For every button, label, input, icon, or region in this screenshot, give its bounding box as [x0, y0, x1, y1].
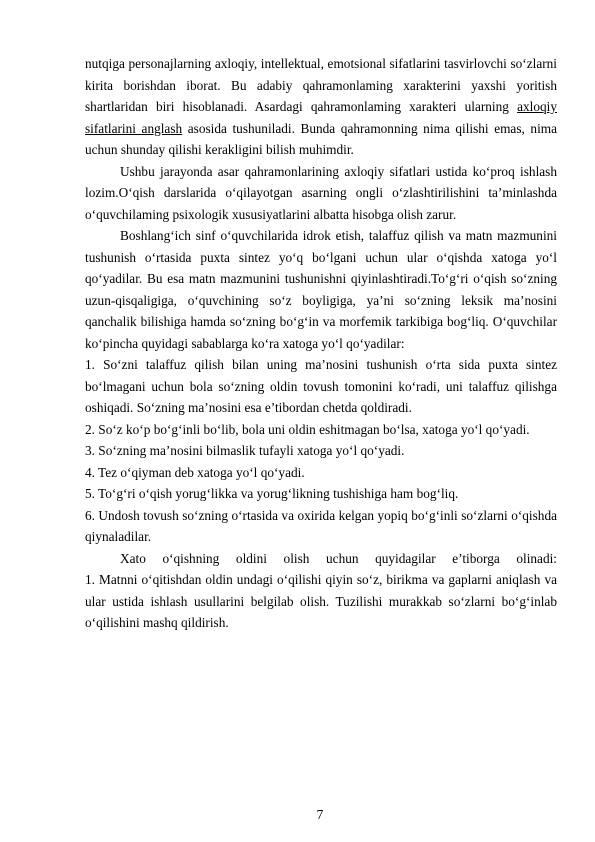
body-text: [85, 53, 557, 634]
link-axloqiy-sifatlarini-anglash[interactable]: axloqiy sifatlarini anglash: [85, 99, 557, 136]
list-item: 6. Undosh tovush so‘zning o‘rtasida va oxirida kelgan yopiq bo‘g‘inli so‘zlarni o‘qishda qiynaladilar.: [85, 507, 557, 544]
list-item: 3. So‘zning ma’nosini bilmaslik tufayli xatoga yo‘l qo‘yadi.: [85, 443, 405, 458]
list-item: 1. So‘zni talaffuz qilish bilan uning ma’nosini tushunish o‘rta sida puxta sintez bo‘lmagani uchun bola so‘zning oldin tovush tomonini ko‘radi, uni talaffuz qilishga oshiqadi. So‘zning ma’nosini esa e’tibordan chetda qoldiradi.: [85, 357, 557, 415]
paragraph: Xato o‘qishning oldini olish uchun quyidagilar e’tiborga olinadi:: [120, 550, 557, 566]
list-item: 5. To‘g‘ri o‘qish yorug‘likka va yorug‘likning tushishiga ham bog‘liq.: [85, 486, 459, 501]
paragraph: Boshlang‘ich sinf o‘quvchilarida idrok etish, talaffuz qilish va matn mazmunini tushunish o‘rtasida puxta sintez yo‘q bo‘lgani uchun ular o‘qishda xatoga yo‘l qo‘yadilar. Bu esa matn mazmunini tushunishni qiyinlashtiradi.To‘g‘ri o‘qish so‘zning uzun-qisqaligiga, o‘quvchining so‘z boyligiga, ya’ni so‘zning leksik ma’nosini qanchalik bilishiga hamda so‘zning bo‘g‘in va morfemik tarkibiga bog‘liq. O‘quvchilar ko‘pincha quyidagi sabablarga ko‘ra xatoga yo‘l qo‘yadilar:: [85, 228, 557, 351]
list-item: 4. Tez o‘qiyman deb xatoga yo‘l qo‘yadi.: [85, 464, 305, 480]
paragraph-text-after-link: asosida tushuniladi. Bunda qahramonning nima qilishi emas, nima uchun shunday qilishi kerakligini bilish muhimdir.: [85, 120, 558, 157]
paragraph: Ushbu jarayonda asar qahramonlarining axloqiy sifatlari ustida ko‘proq ishlash lozim.O‘qish darslarida o‘qilayotgan asarning ongli o‘zlashtirilishini ta’minlashda o‘quvchilaming psixologik xususiyatlarini albatta hisobga olish zarur.: [85, 163, 557, 222]
list-item: 2. So‘z ko‘p bo‘g‘inli bo‘lib, bola uni oldin eshitmagan bo‘lsa, xatoga yo‘l qo‘yadi.: [85, 421, 530, 437]
paragraph-text: nutqiga personajlarning axloqiy, intellektual, emotsional sifatlarini tasvirlovchi so‘zlarni kirita borishdan iborat. Bu adabiy qahramonlaming xarakterini yaxshi yoritish shartlaridan biri hisoblanadi. Asardagi qahramonlaming xarakteri ularning: [85, 56, 557, 114]
list-item: 1. Matnni o‘qitishdan oldin undagi o‘qilishi qiyin so‘z, birikma va gaplarni aniqlash va ular ustida ishlash usullarini belgilab olish. Tuzilishi murakkab so‘zlarni bo‘g‘inlab o‘qilishini mashq qildirish.: [85, 572, 557, 630]
page-number: 7: [316, 807, 324, 822]
paragraph-continuation: [85, 53, 557, 161]
